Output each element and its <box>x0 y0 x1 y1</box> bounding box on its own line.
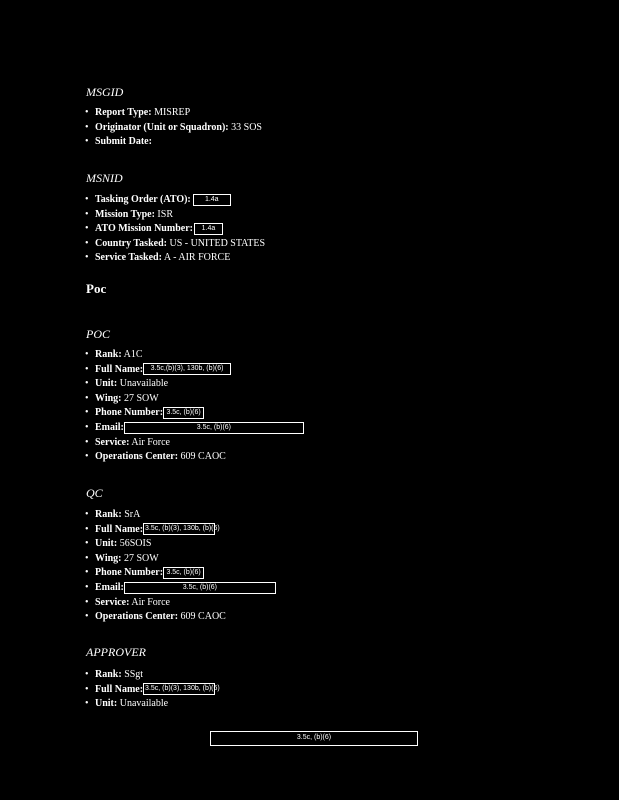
operations-center-label: Operations Center: <box>95 451 179 463</box>
redaction-box: 3.5c, (b)(3), 130b, (b)(6) <box>143 523 215 535</box>
service-value: Air Force <box>131 596 170 608</box>
originator-value: 33 SOS <box>231 121 262 133</box>
list-item <box>84 421 304 436</box>
list-item <box>84 581 276 596</box>
list-item <box>84 610 276 625</box>
list-item <box>84 135 262 150</box>
full-name-label: Full Name: <box>95 363 144 375</box>
redaction-box: 3.5c, (b)(6) <box>163 567 204 579</box>
submit-date-label: Submit Date: <box>95 136 152 148</box>
full-name-label: Full Name: <box>95 523 144 535</box>
email-label: Email: <box>95 581 124 593</box>
wing-value: 27 SOW <box>124 392 159 404</box>
list-item <box>84 668 215 683</box>
tasking-order-label: Tasking Order (ATO): <box>95 194 191 205</box>
msgid-list <box>84 106 262 150</box>
rank-value: SSgt <box>124 669 144 680</box>
list-item <box>84 436 304 451</box>
email-label: Email: <box>95 421 124 433</box>
full-name-label: Full Name: <box>95 683 144 695</box>
list-item <box>84 251 265 266</box>
msgid-section-title: MSGID <box>86 85 124 99</box>
redaction-box: 3.5c, (b)(6) <box>163 407 204 419</box>
list-item <box>84 697 215 712</box>
report-type-value: MISREP <box>154 107 191 118</box>
service-tasked-label: Service Tasked: <box>95 252 162 264</box>
redaction-box: 3.5c, (b)(6) <box>124 582 276 594</box>
wing-label: Wing: <box>95 392 122 404</box>
list-item <box>84 596 276 611</box>
msnid-section-title: MSNID <box>86 171 123 185</box>
list-item <box>84 222 265 237</box>
ato-mission-number-label: ATO Mission Number: <box>95 223 193 235</box>
report-type-label: Report Type: <box>95 107 152 118</box>
unit-value: Unavailable <box>119 378 169 390</box>
footer-redaction-box: 3.5c, (b)(6) <box>210 731 418 746</box>
redaction-box: 3.5c, (b)(6) <box>124 422 304 434</box>
approver-section-title: APPROVER <box>86 645 146 659</box>
list-item <box>84 193 265 208</box>
qc-section-title: QC <box>86 486 103 500</box>
list-item <box>84 121 262 136</box>
redaction-box: 3.5c,(b)(3), 130b, (b)(6) <box>143 363 231 375</box>
list-item <box>84 450 304 465</box>
list-item <box>84 537 276 552</box>
service-tasked-value: A - AIR FORCE <box>163 252 231 264</box>
service-label: Service: <box>95 596 130 608</box>
operations-center-value: 609 CAOC <box>180 611 226 623</box>
mission-type-value: ISR <box>157 208 173 220</box>
poc-heading: Poc <box>86 281 107 296</box>
rank-value: SrA <box>124 509 141 520</box>
operations-center-label: Operations Center: <box>95 611 179 623</box>
rank-value: A1C <box>123 349 143 360</box>
country-tasked-value: US - UNITED STATES <box>169 237 266 249</box>
wing-label: Wing: <box>95 552 122 564</box>
msnid-list <box>84 193 265 266</box>
list-item <box>84 566 276 581</box>
list-item <box>84 508 276 523</box>
unit-label: Unit: <box>95 538 118 550</box>
unit-label: Unit: <box>95 698 118 710</box>
redaction-box: 1.4a <box>193 194 231 206</box>
originator-label: Originator (Unit or Squadron): <box>95 121 229 133</box>
service-label: Service: <box>95 436 130 448</box>
list-item <box>84 237 265 252</box>
poc-section-title: POC <box>86 327 110 341</box>
list-item <box>84 523 276 538</box>
approver-list <box>84 668 220 712</box>
operations-center-value: 609 CAOC <box>180 451 226 463</box>
rank-label: Rank: <box>95 509 122 520</box>
poc-list <box>84 348 304 465</box>
list-item <box>84 363 304 378</box>
mission-type-label: Mission Type: <box>95 208 155 220</box>
list-item <box>84 348 304 363</box>
rank-label: Rank: <box>95 669 122 680</box>
wing-value: 27 SOW <box>124 552 159 564</box>
list-item <box>84 106 262 121</box>
list-item <box>84 683 220 698</box>
unit-value: 56SOIS <box>119 538 152 550</box>
country-tasked-label: Country Tasked: <box>95 237 167 249</box>
unit-label: Unit: <box>95 378 118 390</box>
list-item <box>84 552 276 567</box>
list-item <box>84 392 304 407</box>
list-item <box>84 406 304 421</box>
redaction-box: 3.5c, (b)(3), 130b, (b)(6) <box>143 683 215 695</box>
unit-value: Unavailable <box>119 698 169 710</box>
service-value: Air Force <box>131 436 170 448</box>
qc-list <box>84 508 276 625</box>
redaction-box: 1.4a <box>194 223 223 235</box>
list-item <box>84 377 304 392</box>
list-item <box>84 208 265 223</box>
rank-label: Rank: <box>95 349 122 360</box>
phone-number-label: Phone Number: <box>95 407 164 419</box>
phone-number-label: Phone Number: <box>95 567 164 579</box>
